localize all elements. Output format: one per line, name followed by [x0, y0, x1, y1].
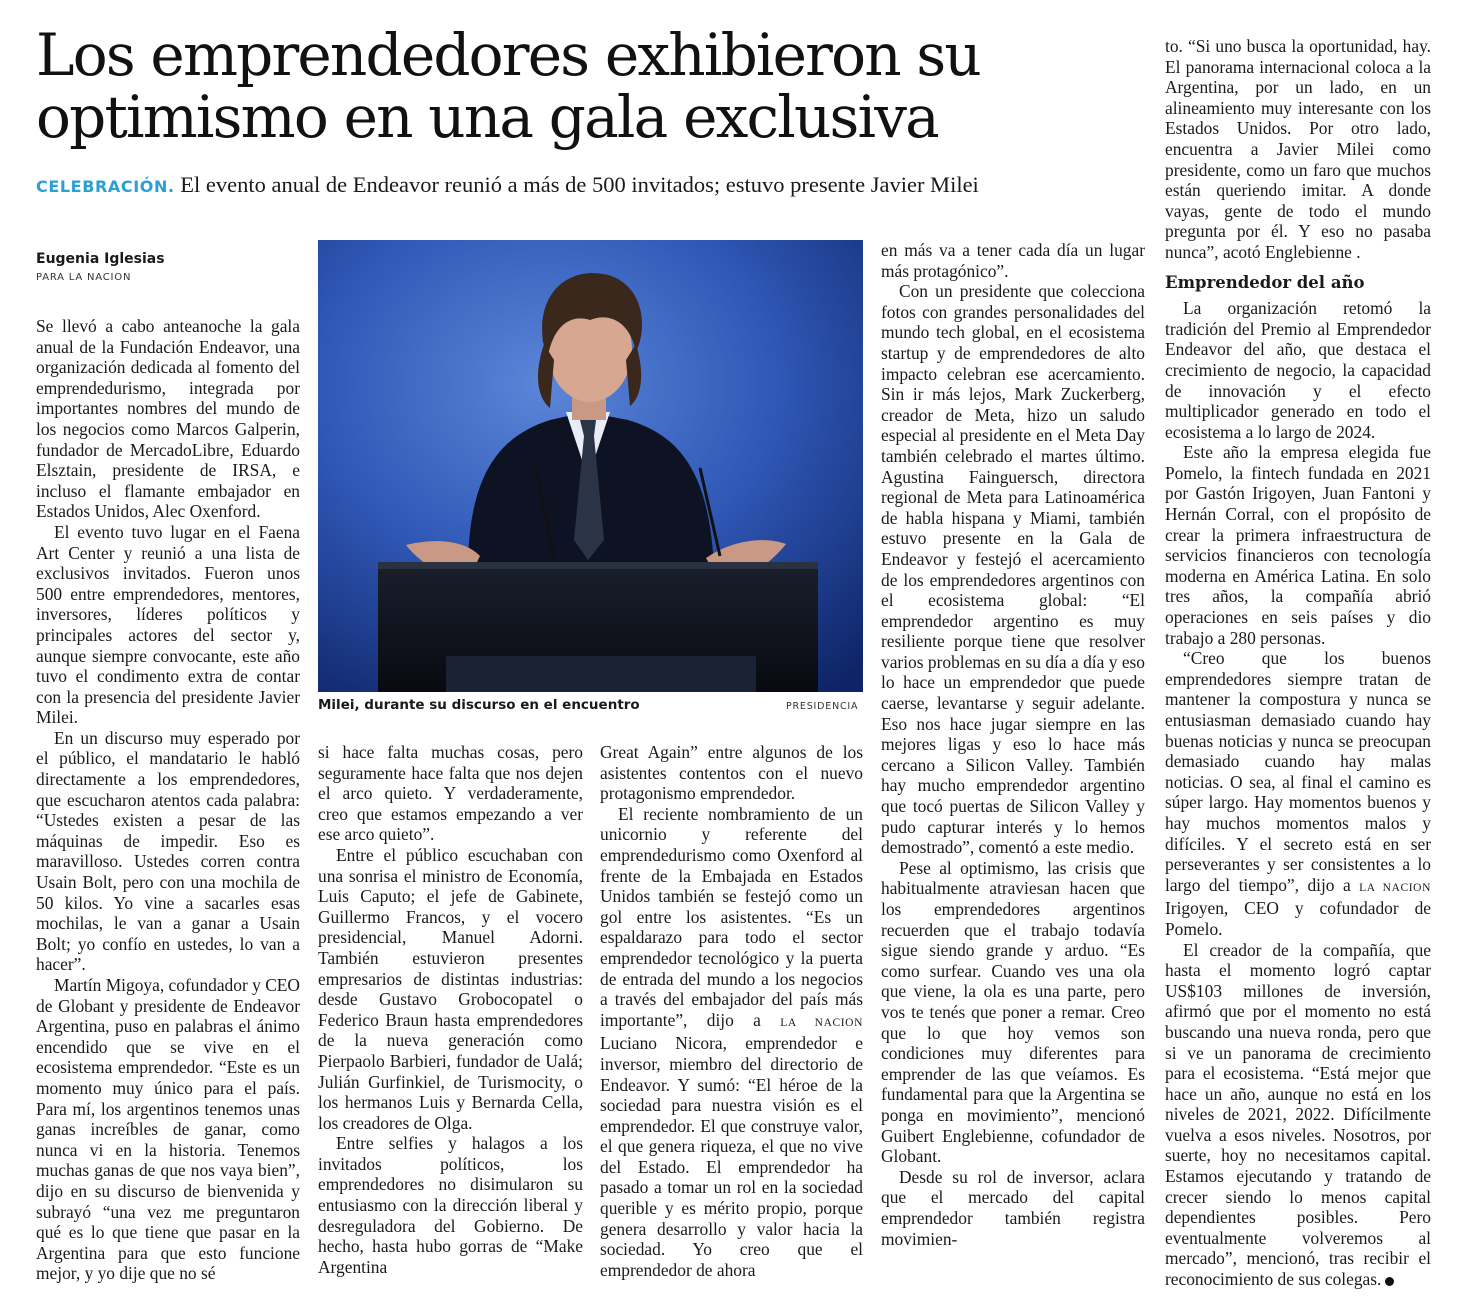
- inline-source: LA NACION: [780, 1016, 863, 1029]
- paragraph: Pese al optimismo, las crisis que habitualmente atraviesan hacen que los emprendedores argentinos recuerden que el trabajo todavía sigue siendo grande y arduo. “Es como surfear. Cuando ves una ola que viene, la ola es una parte, pero vos te tenés que poner a remar. Creo que lo que hoy vemos son condiciones muy diferentes para emprender de las que veíamos. Es fundamental para que la Argentina se ponga en movimiento”, mencionó Guibert Englebienne, cofundador de Globant.: [881, 857, 1145, 1167]
- paragraph: Con un presidente que colecciona fotos con grandes personalidades del mundo tech global, en el ecosistema startup y de emprendedores de alto impacto celebran ese acercamiento. Sin ir más lejos, Mark Zuckerberg, creador de Meta, hizo un saludo especial al presidente en el Meta Day también celebrado el martes último. Agustina Fainguersch, directora regional de Meta para Latinoamérica de habla hispana y Miami, también estuvo presente en la Gala de Endeavor y festejó el acercamiento de los emprendedores argentinos con el ecosistema global: “El emprendedor argentino es muy resiliente porque tiene que resolver varios problemas en su día a día y eso lo hace un emprendedor que puede caerse, levantarse y seguir adelante. Eso nos hace jugar siempre en las mejores ligas y eso lo hace más cercano a Silicon Valley. También hay mucho emprendedor argentino que tocó puertas de Silicon Valley y pudo capturar interés y lo hemos demostrado”, comentó a este medio.: [881, 281, 1145, 858]
- photo-milei-speech: [318, 240, 863, 692]
- paragraph: Entre selfies y halagos a los invitados políticos, los emprendedores no disimularon su entusiasmo con la dirección liberal y desreguladora del Gobierno. De hecho, hasta hubo gorras de “Make Argentina: [318, 1133, 583, 1277]
- photo-credit: PRESIDENCIA: [786, 701, 859, 712]
- deck-text: El evento anual de Endeavor reunió a más de 500 invitados; estuvo presente Javier Milei: [180, 172, 979, 197]
- photo-illustration: [318, 240, 863, 692]
- author-name: Eugenia Iglesias: [36, 251, 165, 267]
- column-3: [600, 742, 863, 1280]
- paragraph: Martín Migoya, cofundador y CEO de Globant y presidente de Endeavor Argentina, puso en palabras el ánimo encendido que se vive en el ecosistema emprendedor. “Este es un momento muy único para el país. Para mí, los argentinos tenemos unas ganas increíbles de ganar, como nunca vi en la historia. Tenemos muchas ganas de que nos vaya bien”, dijo en su discurso de bienvenida y subrayó “una vez me preguntaron qué es lo que tiene que pasar en la Argentina para que esto funcione mejor, y yo dije que no sé: [36, 975, 300, 1284]
- paragraph: [600, 804, 863, 1281]
- paragraph: si hace falta muchas cosas, pero seguramente hace falta que nos dejen el arco quieto. Y verdaderamente, creo que estamos empezando a ver ese arco quieto”.: [318, 742, 583, 845]
- paragraph-part: Irigoyen, CEO y cofundador de Pomelo.: [1165, 898, 1431, 939]
- author-affiliation: PARA LA NACION: [36, 272, 132, 283]
- subhead: Emprendedor del año: [1165, 272, 1365, 292]
- headline: Los emprendedores exhibieron su optimismo en una gala exclusiva: [36, 21, 980, 151]
- paragraph-part: El creador de la compañía, que hasta el momento logró captar US$103 millones de inversión, afirmó que por el momento no está buscando una nueva ronda, pero que si ve un panorama de crecimiento para el ecosistema. “Está mejor que hace un año, aunque no está en los niveles de 2021, 2022. Difícilmente vuelva a esos niveles. Nosotros, por suerte, hoy no necesitamos capital. Estamos ejecutando y tratando de crecer siendo lo menos capital dependientes posibles. Pero eventualmente volveremos al mercado”, mencionó, tras recibir el reconocimiento de sus colegas.: [1165, 939, 1431, 1290]
- paragraph-part: Luciano Nicora, emprendedor e inversor, miembro del directorio de Endeavor. Y sumó: “El héroe de la sociedad para nuestra visión es el emprendedor. El que construye valor, el que genera riqueza, el que no vive del Estado. El emprendedor ha pasado a tomar un rol en la sociedad querible y es mérito propio, porque genera desarrollo y valor hacia la sociedad. Yo creo que el emprendedor de ahora: [600, 1033, 863, 1280]
- paragraph: La organización retomó la tradición del Premio al Emprendedor Endeavor del año, que destaca el crecimiento de negocio, la capacidad de innovación y el efecto multiplicador generado en todo el ecosistema a lo largo de 2024.: [1165, 298, 1431, 442]
- paragraph: Great Again” entre algunos de los asistentes contentos con el nuevo protagonismo emprendedor.: [600, 742, 863, 804]
- column-4: [881, 240, 1145, 1249]
- photo-caption: Milei, durante su discurso en el encuentro: [318, 697, 640, 713]
- paragraph: [1165, 648, 1431, 939]
- paragraph: El evento tuvo lugar en el Faena Art Center y reunió a una lista de exclusivos invitados. Fueron unos 500 entre emprendedores, mentores, inversores, líderes políticos y principales actores del sector y, aunque siempre convocante, este año tuvo el condimento extra de contar con la presencia del presidente Javier Milei.: [36, 521, 300, 728]
- paragraph: en más va a tener cada día un lugar más protagónico”.: [881, 240, 1145, 281]
- kicker: CELEBRACIÓN.: [36, 177, 175, 196]
- paragraph: [1165, 940, 1431, 1290]
- deck: [36, 171, 1156, 201]
- paragraph: Se llevó a cabo anteanoche la gala anual de la Fundación Endeavor, una organización dedicada al fomento del emprendedurismo, integrada por importantes nombres del mundo de los negocios como Marcos Galperin, fundador de MercadoLibre, Eduardo Elsztain, presidente de IRSA, e incluso el flamante embajador en Estados Unidos, Alec Oxenford.: [36, 316, 300, 522]
- column-1: [36, 316, 300, 1284]
- end-mark-icon: [1385, 1277, 1394, 1286]
- paragraph-part: “Creo que los buenos emprendedores siempre tratan de mantener la compostura y nunca se entusiasman demasiado cuando hay buenas noticias y nunca se preocupan demasiado cuando hay malas noticias. O sea, al final el camino es súper largo. Hay momentos buenos y hay muchos momentos malos y difíciles. Y el secreto está en ser perseverantes y ser consistentes a lo largo del tiempo”, dijo a: [1165, 648, 1431, 895]
- inline-source: LA NACION: [1359, 881, 1431, 894]
- paragraph: Entre el público escuchaban con una sonrisa el ministro de Economía, Luis Caputo; el jefe de Gabinete, Guillermo Francos, y el vocero presidencial, Manuel Adorni. También estuvieron presentes empresarios de distintas industrias: desde Gustavo Grobocopatel o Federico Braun hasta emprendedores de la nueva generación como Pierpaolo Barbieri, fundador de Ualá; Julián Gurfinkiel, de Turismocity, o los hermanos Luis y Bernarda Cella, los creadores de Olga.: [318, 844, 583, 1133]
- paragraph: to. “Si uno busca la oportunidad, hay. El panorama internacional coloca a la Argentina, por un lado, en un alineamiento muy interesante con los Estados Unidos. Por otro lado, encuentra a Javier Milei como presidente, como un faro que muchos están queriendo imitar. A donde vayas, gente de todo el mundo pregunta por él. Y eso no pasaba nunca”, acotó Englebienne .: [1165, 36, 1431, 262]
- paragraph: Desde su rol de inversor, aclara que el mercado del capital emprendedor también registra movimien-: [881, 1166, 1145, 1249]
- paragraph: En un discurso muy esperado por el público, el mandatario le habló directamente a los emprendedores, que escucharon atentos cada palabra: “Ustedes existen a pesar de las máquinas de impedir. Eso es maravilloso. Ustedes corren contra Usain Bolt, pero con una mochila de 50 kilos. Yo vine a sacarles esas mochilas, le van a ganar a Usain Bolt; yo confío en ustedes, lo van a hacer”.: [36, 727, 300, 975]
- column-5: [1165, 36, 1431, 1290]
- column-2: [318, 742, 583, 1277]
- paragraph-part: El reciente nombramiento de un unicornio y referente del emprendedurismo como Oxenford al frente de la Embajada en Estados Unidos también se festejó como un gol entre los asistentes. “Es un espaldarazo para todo el sector emprendedor tecnológico y la puerta de entrada del mundo a los negocios a través del embajador del país más importante”, dijo a: [600, 803, 863, 1030]
- paragraph: Este año la empresa elegida fue Pomelo, la fintech fundada en 2021 por Gastón Irigoyen, Juan Fantoni y Hernán Corral, con el propósito de crear la primera infraestructura de servicios financieros con tecnología moderna en América Latina. En solo tres años, la compañía abrió operaciones en seis países y dio trabajo a 280 personas.: [1165, 442, 1431, 648]
